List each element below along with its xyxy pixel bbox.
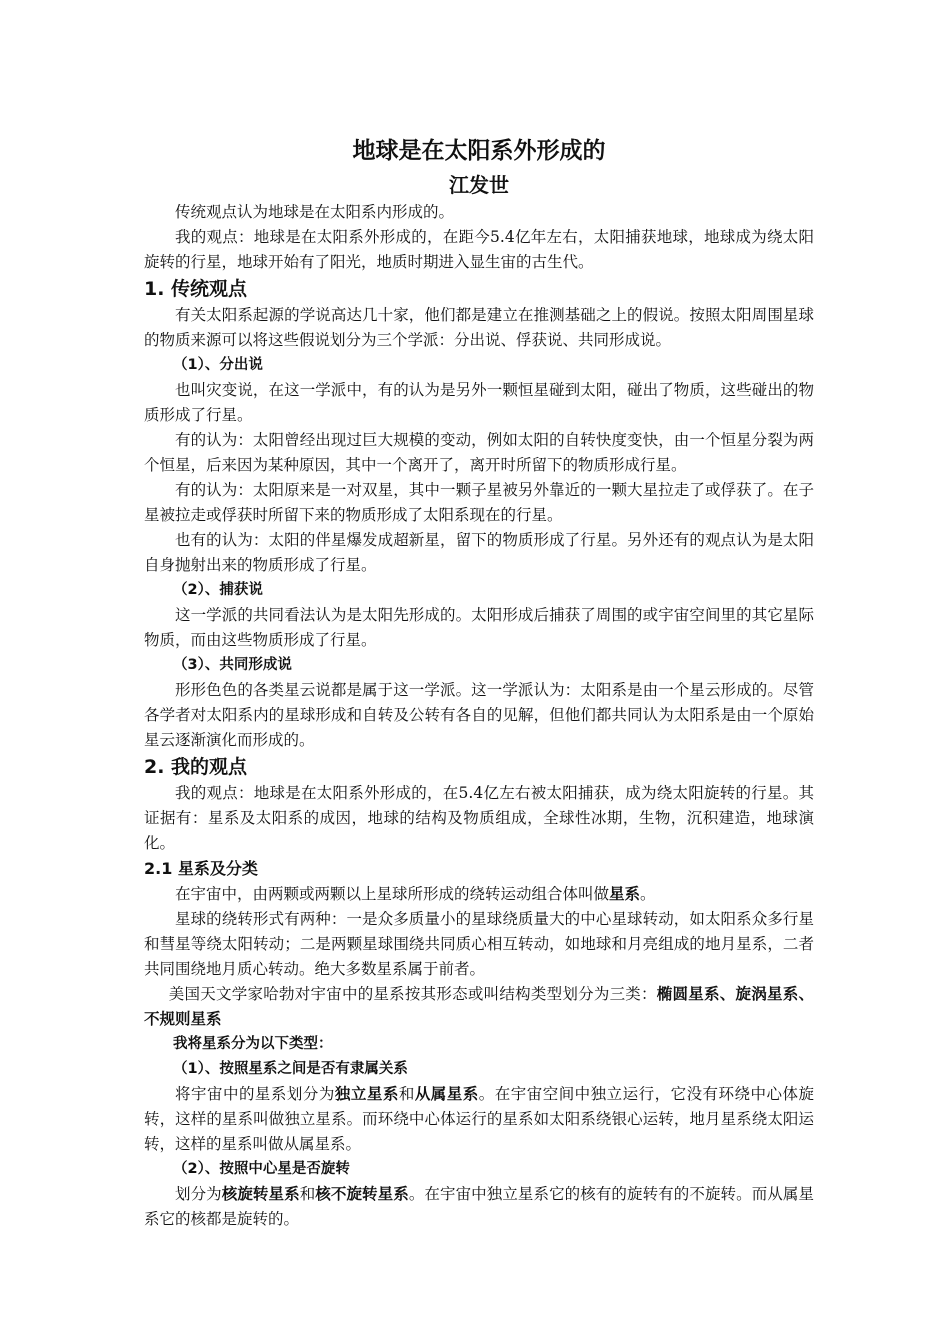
bold-paragraph: 我将星系分为以下类型： (173, 1036, 333, 1052)
body-paragraph: 我的观点：地球是在太阳系外形成的，在5.4亿左右被太阳捕获，成为绕太阳旋转的行星。其证据有：星系及太阳系的成因，地球的结构及物质组成，全球性冰期，生物，沉积建造，地球演化。 (144, 784, 814, 852)
bold-term: 从属星系 (414, 1085, 479, 1103)
body-paragraph: 这一学派的共同看法认为是太阳先形成的。太阳形成后捕获了周围的或宇宙空间里的其它星际物质，而由这些物质形成了行星。 (144, 606, 814, 649)
body-paragraph: 星球的绕转形式有两种：一是众多质量小的星球绕质量大的中心星球转动，如太阳系众多行星和彗星等绕太阳转动；二是两颗星球围绕共同质心相互转动，如地球和月亮组成的地月星系，二者共同围绕地月质心转动。绝大多数星系属于前者。 (144, 910, 814, 978)
text-run: 将宇宙中的星系划分为 (175, 1085, 335, 1103)
intro-paragraph: 传统观点认为地球是在太阳系内形成的。 (175, 203, 455, 221)
subsection-heading: （2）、捕获说 (173, 582, 263, 598)
subsection-heading: （1）、分出说 (173, 357, 263, 373)
subsection-heading: 2.1 星系及分类 (144, 859, 258, 878)
body-paragraph (144, 1082, 814, 1157)
section-heading: 1. 传统观点 (144, 278, 248, 300)
text-run: 。在宇宙中独立星系它的核有的旋转有的不旋转。而从属星系它的核都是旋转的。 (144, 1185, 814, 1228)
document-author: 江发世 (449, 173, 509, 197)
body-paragraph (144, 882, 814, 907)
text-run: 划分为 (175, 1185, 222, 1203)
text-run: 。在宇宙空间中独立运行，它没有环绕中心体旋转，这样的星系叫做独立星系。而环绕中心体运行的星系如太阳系绕银心运转，地月星系绕太阳运转，这样的星系叫做从属星系。 (144, 1085, 814, 1153)
text-run: 。 (640, 885, 656, 903)
subsection-heading: （1）、按照星系之间是否有隶属关系 (173, 1061, 408, 1077)
body-paragraph: 形形色色的各类星云说都是属于这一学派。这一学派认为：太阳系是由一个星云形成的。尽管各学者对太阳系内的星球形成和自转及公转有各自的见解，但他们都共同认为太阳系是由一个原始星云逐渐演化而形成的。 (144, 681, 814, 749)
document-page (144, 128, 814, 1232)
section-heading: 2. 我的观点 (144, 756, 248, 778)
text-run: 美国天文学家哈勃对宇宙中的星系按其形态或叫结构类型划分为三类： (168, 985, 657, 1003)
subsection-heading: （2）、按照中心星是否旋转 (173, 1161, 350, 1177)
body-paragraph (144, 1182, 814, 1232)
text-run: 在宇宙中，由两颗或两颗以上星球所形成的绕转运动组合体叫做 (175, 885, 610, 903)
body-paragraph: 有的认为：太阳曾经出现过巨大规模的变动，例如太阳的自转快度变快，由一个恒星分裂为两个恒星，后来因为某种原因，其中一个离开了，离开时所留下的物质形成行星。 (144, 431, 814, 474)
bold-term: 核不旋转星系 (315, 1185, 409, 1203)
bold-term: 星系 (609, 885, 641, 903)
body-paragraph: 有的认为：太阳原来是一对双星，其中一颗子星被另外靠近的一颗大星拉走了或俘获了。在子星被拉走或俘获时所留下来的物质形成了太阳系现在的行星。 (144, 481, 814, 524)
document-title: 地球是在太阳系外形成的 (352, 138, 606, 164)
text-run: 和 (398, 1085, 415, 1103)
text-run: 和 (299, 1185, 316, 1203)
body-paragraph: 有关太阳系起源的学说高达几十家，他们都是建立在推测基础之上的假说。按照太阳周围星球的物质来源可以将这些假说划分为三个学派：分出说、俘获说、共同形成说。 (144, 306, 814, 349)
bold-term: 核旋转星系 (221, 1185, 300, 1203)
body-paragraph: 也有的认为：太阳的伴星爆发成超新星，留下的物质形成了行星。另外还有的观点认为是太阳自身抛射出来的物质形成了行星。 (144, 531, 814, 574)
bold-term: 独立星系 (334, 1085, 399, 1103)
bold-term: 椭圆星系、旋涡星系、不规则星系 (144, 985, 814, 1028)
body-paragraph (144, 982, 814, 1032)
intro-paragraph: 我的观点：地球是在太阳系外形成的，在距今5.4亿年左右，太阳捕获地球，地球成为绕太阳旋转的行星，地球开始有了阳光，地质时期进入显生宙的古生代。 (144, 228, 814, 271)
subsection-heading: （3）、共同形成说 (173, 657, 292, 673)
body-paragraph: 也叫灾变说，在这一学派中，有的认为是另外一颗恒星碰到太阳，碰出了物质，这些碰出的物质形成了行星。 (144, 381, 814, 424)
